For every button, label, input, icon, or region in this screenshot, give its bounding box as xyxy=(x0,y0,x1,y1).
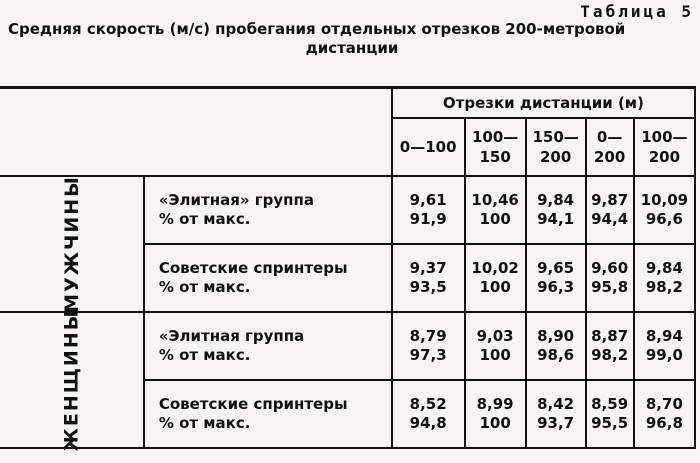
table-cell: 9,03 100 xyxy=(465,312,526,380)
table-cell: 9,65 96,3 xyxy=(526,244,586,312)
row-label: «Элитная» группа % от макс. xyxy=(144,176,392,244)
column-header: 0— 200 xyxy=(586,118,634,176)
header-group: Отрезки дистанции (м) xyxy=(392,88,695,119)
row-label: Советские спринтеры % от макс. xyxy=(144,244,392,312)
table-cell: 8,42 93,7 xyxy=(526,380,586,448)
table-cell: 9,60 95,8 xyxy=(586,244,634,312)
table-cell: 8,94 99,0 xyxy=(634,312,695,380)
row-label: «Элитная группа % от макс. xyxy=(144,312,392,380)
table-cell: 10,02 100 xyxy=(465,244,526,312)
column-header: 150— 200 xyxy=(526,118,586,176)
table-cell: 9,61 91,9 xyxy=(392,176,465,244)
table-cell: 8,59 95,5 xyxy=(586,380,634,448)
title-line-2: дистанции xyxy=(305,39,399,57)
column-header: 100— 200 xyxy=(634,118,695,176)
table-cell: 8,70 96,8 xyxy=(634,380,695,448)
table-cell: 8,99 100 xyxy=(465,380,526,448)
title-line-1: Средняя скорость (м/с) пробегания отдельных отрезков 200-метровой xyxy=(8,20,626,38)
section-label-men: МУЖЧИНЫ xyxy=(0,176,144,312)
table-cell: 8,87 98,2 xyxy=(586,312,634,380)
table-cell: 8,90 98,6 xyxy=(526,312,586,380)
table-cell: 9,87 94,4 xyxy=(586,176,634,244)
column-header: 100— 150 xyxy=(465,118,526,176)
row-label: Советские спринтеры % от макс. xyxy=(144,380,392,448)
table-cell: 8,52 94,8 xyxy=(392,380,465,448)
column-header: 0—100 xyxy=(392,118,465,176)
table-cell: 9,84 94,1 xyxy=(526,176,586,244)
table-cell: 10,46 100 xyxy=(465,176,526,244)
header-blank xyxy=(0,88,392,177)
table-cell: 9,84 98,2 xyxy=(634,244,695,312)
section-label-women: ЖЕНЩИНЫ xyxy=(0,312,144,448)
table-cell: 8,79 97,3 xyxy=(392,312,465,380)
table-title xyxy=(0,20,700,58)
table-cell: 10,09 96,6 xyxy=(634,176,695,244)
table-cell: 9,37 93,5 xyxy=(392,244,465,312)
speed-table xyxy=(0,86,696,452)
table-number: Таблица 5 xyxy=(580,2,694,21)
